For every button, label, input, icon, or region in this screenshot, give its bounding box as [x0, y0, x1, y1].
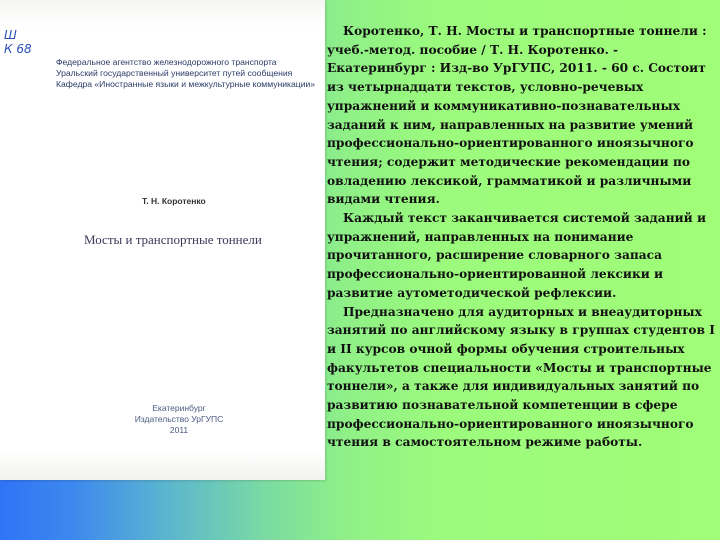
book-description — [327, 22, 719, 452]
book-cover-image — [0, 0, 325, 480]
cover-publisher-block — [56, 57, 316, 90]
imprint-line: 2011 — [169, 425, 189, 435]
cover-title: Мосты и транспортные тоннели — [84, 232, 262, 247]
description-paragraph: Коротенко, Т. Н. Мосты и транспортные тоннели : учеб.-метод. пособие / Т. Н. Коротенко. - Екатеринбург : Изд-во УрГУПС, 2011. - 60 с. Состоит из четырнадцати текстов, условно-речевых упражнений и коммуникативно-познавательных заданий к ним, направленных на развитие умений профессионально-ориентированного иноязычного чтения; содержит методические рекомендации по овладению лексикой, грамматикой и различными видами чтения. — [327, 24, 707, 207]
description-paragraph: Предназначено для аудиторных и внеаудиторных занятий по английскому языку в группах студентов I и II курсов очной формы обучения строительных факультетов специальности «Мосты и транспортные тоннели», а также для индивидуальных занятий по развитию познавательной компетенции в сфере профессионально-ориентированного иноязычного чтения в самостоятельном режиме работы. — [327, 304, 715, 450]
cover-imprint — [124, 403, 234, 436]
imprint-line: Издательство УрГУПС — [134, 414, 224, 424]
imprint-line: Екатеринбург — [152, 403, 206, 413]
publisher-line: Уральский государственный университет путей сообщения — [56, 68, 293, 78]
description-paragraph: Каждый текст заканчивается системой заданий и упражнений, направленных на понимание прочитанного, расширение словарного запаса профессионально-ориентированной лексики и развитие аутометодической рефлексии. — [327, 211, 706, 300]
library-call-number: Ш К 68 — [4, 28, 32, 56]
publisher-line: Кафедра «Иностранные языки и межкультурные коммуникации» — [56, 79, 316, 89]
cover-author: Т. Н. Коротенко — [142, 196, 206, 206]
publisher-line: Федеральное агентство железнодорожного транспорта — [56, 57, 277, 67]
